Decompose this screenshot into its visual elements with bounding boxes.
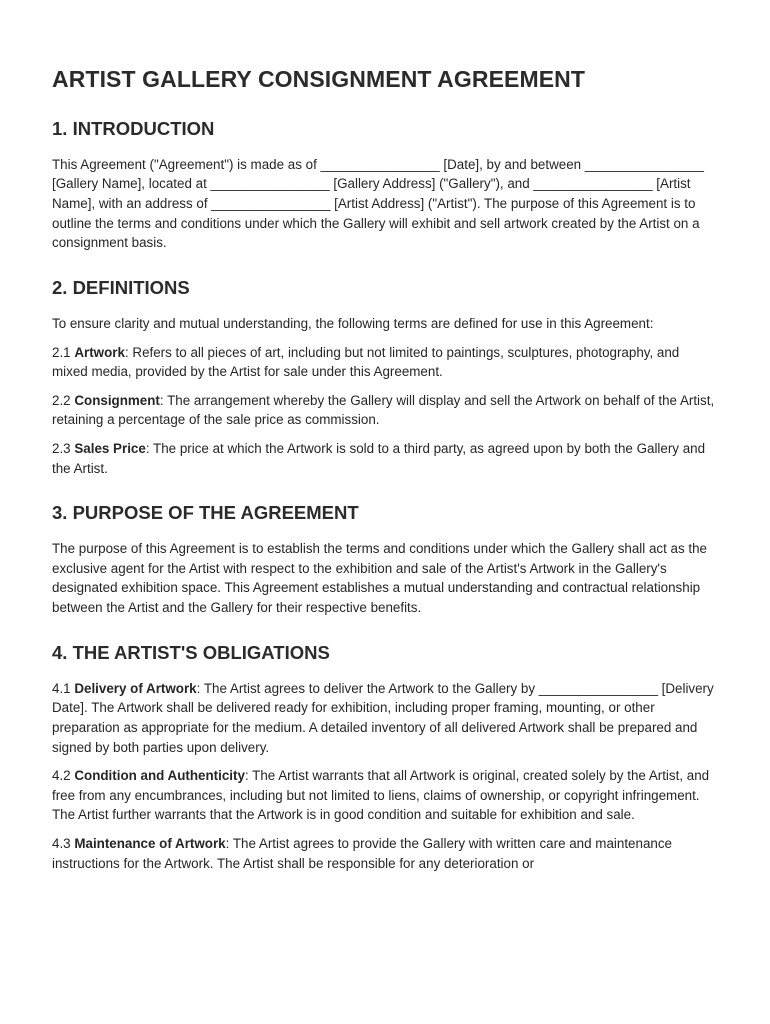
paragraph-text: : The Artist warrants that all Artwork is original, created solely by the Artist, and free from any encumbrances, including but not limited to liens, claims of ownership, or copyright infringement. The Artist further warrants that the Artwork is in good condition and suitable for exhibition and sale. (52, 768, 710, 823)
obligation-item (52, 679, 718, 757)
section-heading: 3. PURPOSE OF THE AGREEMENT (52, 502, 359, 524)
paragraph-text: This Agreement ("Agreement") is made as of ________________ [Date], by and between ________________ [Gallery Name], located at ________________ [Gallery Address] ("Gallery"), and ________________ [Artist Name], with an address of ________________ [Artist Address] ("Artist"). The purpose of this Agreement is to outline the terms and conditions under which the Gallery will exhibit and sell artwork created by the Artist on a consignment basis. (52, 156, 704, 251)
clause-number: 2.2 (52, 392, 75, 408)
paragraph-text: : The price at which the Artwork is sold to a third party, as agreed upon by both the Gallery and the Artist. (52, 440, 706, 476)
document-title: ARTIST GALLERY CONSIGNMENT AGREEMENT (52, 66, 586, 92)
section-purpose (52, 502, 718, 618)
defined-term: Consignment (74, 392, 160, 408)
section-introduction (52, 118, 718, 253)
clause-number: 4.2 (52, 768, 75, 784)
paragraph (52, 539, 718, 617)
defined-term: Sales Price (74, 440, 146, 456)
paragraph-text: : Refers to all pieces of art, including but not limited to paintings, sculptures, photography, and mixed media, provided by the Artist for sale under this Agreement. (52, 344, 680, 380)
clause-number: 2.3 (52, 440, 75, 456)
definition-item (52, 391, 718, 430)
section-heading: 4. THE ARTIST'S OBLIGATIONS (52, 641, 330, 663)
paragraph-text: : The arrangement whereby the Gallery will display and sell the Artwork on behalf of the Artist, retaining a percentage of the sale price as commission. (52, 392, 715, 428)
clause-number: 4.1 (52, 680, 75, 696)
obligation-title: Delivery of Artwork (74, 680, 197, 696)
definition-item (52, 439, 718, 478)
paragraph (52, 155, 718, 253)
paragraph-text: To ensure clarity and mutual understanding, the following terms are defined for use in this Agreement: (52, 315, 654, 331)
obligation-item (52, 766, 718, 825)
paragraph (52, 314, 718, 334)
paragraph-text: The purpose of this Agreement is to establish the terms and conditions under which the Gallery shall act as the exclusive agent for the Artist with respect to the exhibition and sale of the Artist's Artwork in the Gallery's designated exhibition space. This Agreement establishes a mutual understanding and contractual relationship between the Artist and the Gallery for their respective benefits. (52, 541, 708, 616)
section-heading: 2. DEFINITIONS (52, 276, 190, 298)
obligation-title: Condition and Authenticity (74, 768, 245, 784)
clause-number: 2.1 (52, 344, 75, 360)
section-definitions (52, 277, 718, 478)
clause-number: 4.3 (52, 836, 75, 851)
obligation-title: Maintenance of Artwork (74, 836, 226, 851)
paragraph-text: : The Artist agrees to deliver the Artwork to the Gallery by ________________ [Delivery Date]. The Artwork shall be delivered ready for exhibition, including proper framing, mounting, or other preparation as appropriate for the medium. A detailed inventory of all delivered Artwork shall be prepared and signed by both parties upon delivery. (52, 680, 714, 755)
section-artist-obligations (52, 642, 718, 874)
section-heading: 1. INTRODUCTION (52, 117, 215, 139)
paragraph-text: : The Artist agrees to provide the Gallery with written care and maintenance instructions for the Artwork. The Artist shall be responsible for any deterioration or (52, 836, 672, 871)
obligation-item (52, 834, 718, 873)
definition-item (52, 343, 718, 382)
defined-term: Artwork (74, 344, 125, 360)
